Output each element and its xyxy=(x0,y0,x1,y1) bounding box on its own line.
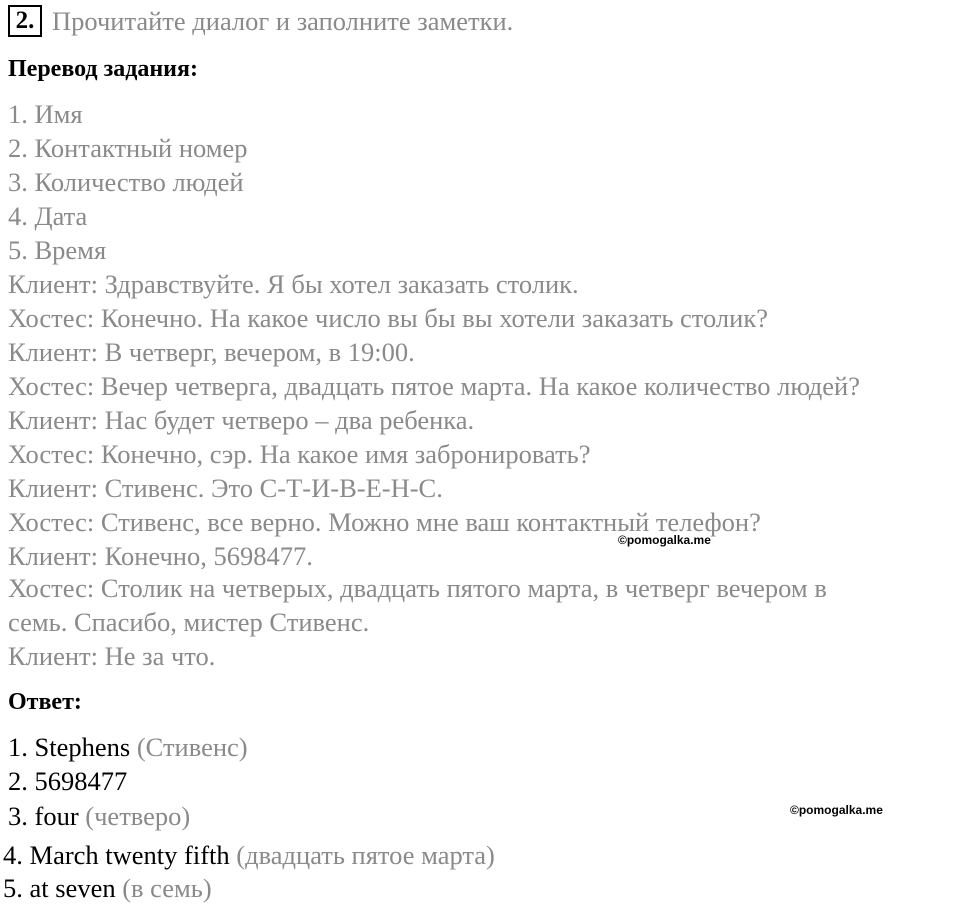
note-item-time: 5. Время xyxy=(8,235,107,265)
answer-text: 3. four xyxy=(8,801,79,831)
task-number-box: 2. xyxy=(8,5,42,37)
note-item-name: 1. Имя xyxy=(8,99,83,129)
answer-text: 2. 5698477 xyxy=(8,766,128,796)
dialogue-line: Хостес: Конечно. На какое число вы бы вы хотели заказать столик? xyxy=(8,303,768,333)
answer-text: 5. at seven xyxy=(3,873,116,903)
answer-translation: (двадцать пятое марта) xyxy=(236,840,495,870)
translation-heading: Перевод задания: xyxy=(8,56,198,82)
note-item-contact: 2. Контактный номер xyxy=(8,133,248,163)
watermark: ©pomogalka.me xyxy=(790,803,883,817)
dialogue-line: Клиент: Стивенс. Это С-Т-И-В-Е-Н-С. xyxy=(8,473,443,503)
watermark: ©pomogalka.me xyxy=(618,533,711,547)
dialogue-line: Клиент: В четверг, вечером, в 19:00. xyxy=(8,337,415,367)
note-item-people: 3. Количество людей xyxy=(8,167,244,197)
answer-text: 4. March twenty fifth xyxy=(3,840,230,870)
dialogue-line: Клиент: Конечно, 5698477. xyxy=(8,541,313,571)
dialogue-line: Хостес: Стивенс, все верно. Можно мне ваш контактный телефон? xyxy=(8,507,761,537)
dialogue-line: Клиент: Нас будет четверо – два ребенка. xyxy=(8,405,475,435)
answer-item xyxy=(8,732,248,762)
dialogue-line: Хостес: Конечно, сэр. На какое имя забронировать? xyxy=(8,439,591,469)
answer-item xyxy=(3,873,212,903)
answer-translation: (четверо) xyxy=(85,801,191,831)
answer-item xyxy=(3,840,495,870)
answer-item xyxy=(8,766,127,796)
dialogue-line: Хостес: Вечер четверга, двадцать пятое марта. На какое количество людей? xyxy=(8,371,860,401)
answer-translation: (в семь) xyxy=(122,873,212,903)
dialogue-line: семь. Спасибо, мистер Стивенс. xyxy=(8,607,370,637)
answer-item xyxy=(8,801,190,831)
answer-text: 1. Stephens xyxy=(8,732,131,762)
task-instruction: Прочитайте диалог и заполните заметки. xyxy=(52,5,514,36)
dialogue-line: Клиент: Здравствуйте. Я бы хотел заказать столик. xyxy=(8,269,579,299)
dialogue-line: Клиент: Не за что. xyxy=(8,641,216,671)
dialogue-line: Хостес: Столик на четверых, двадцать пятого марта, в четверг вечером в xyxy=(8,573,827,603)
answer-translation: (Стивенс) xyxy=(136,732,248,762)
answer-heading: Ответ: xyxy=(8,689,82,715)
note-item-date: 4. Дата xyxy=(8,201,88,231)
task-header xyxy=(8,4,513,38)
